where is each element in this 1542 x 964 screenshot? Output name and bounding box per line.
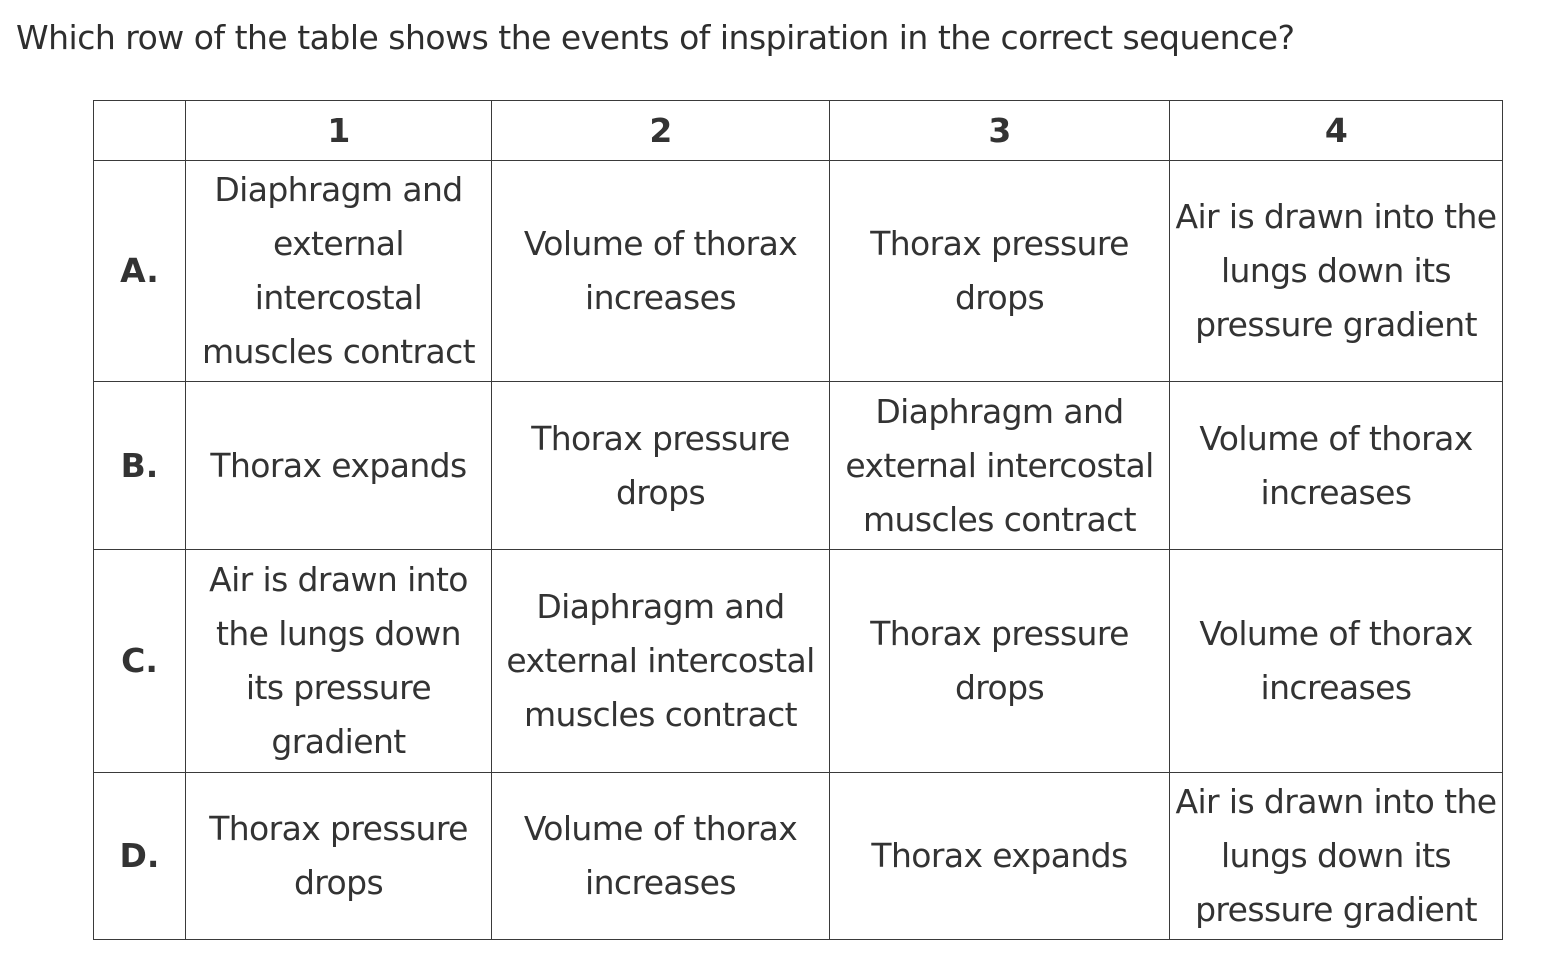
question-text: Which row of the table shows the events of inspiration in the correct sequence? [16,18,1295,57]
cell-text: Diaphragm and external intercostal muscles contract [506,587,815,734]
table-cell [830,382,1170,550]
table-cell [830,550,1170,773]
row-label: A. [94,161,186,382]
table-row-option-a[interactable] [94,161,1503,382]
table-cell [186,773,492,940]
row-label: B. [94,382,186,550]
table-cell [492,773,830,940]
table-cell [186,382,492,550]
table-cell [186,161,492,382]
cell-text: Air is drawn into the lungs down its pressure gradient [1175,782,1497,929]
cell-text: Volume of thorax increases [1199,614,1473,707]
cell-text: Thorax pressure drops [870,614,1129,707]
cell-text: Diaphragm and external intercostal muscles contract [201,170,475,371]
table-cell [1170,550,1503,773]
cell-text: Diaphragm and external intercostal muscles contract [845,391,1154,539]
row-label: D. [94,773,186,940]
table-cell [492,550,830,773]
cell-text: Volume of thorax increases [523,809,798,902]
cell-text: Volume of thorax increases [523,224,798,317]
table-cell [830,773,1170,940]
table-row-option-c[interactable] [94,550,1503,773]
table-cell [1170,161,1503,382]
table-cell [492,382,830,550]
header-cell-step-3: 3 [830,101,1170,161]
header-cell-step-1: 1 [186,101,492,161]
header-row [94,101,1503,161]
header-cell-step-2: 2 [492,101,830,161]
header-cell-blank [94,101,186,161]
cell-text: Thorax pressure drops [870,224,1129,317]
cell-text: Thorax pressure drops [209,809,468,902]
table-cell [186,550,492,773]
table-cell [1170,773,1503,940]
table-cell [492,161,830,382]
cell-text: Thorax pressure drops [531,418,790,512]
cell-text: Air is drawn into the lungs down its pressure gradient [1175,197,1497,344]
answer-options-table [93,100,1503,940]
cell-text: Air is drawn into the lungs down its pressure gradient [209,560,468,761]
cell-text: Volume of thorax increases [1199,418,1473,512]
row-label: C. [94,550,186,773]
table-row-option-d[interactable] [94,773,1503,940]
header-cell-step-4: 4 [1170,101,1503,161]
table-row-option-b[interactable] [94,382,1503,550]
cell-text: Thorax expands [871,836,1128,875]
table-cell [830,161,1170,382]
table-cell [1170,382,1503,550]
cell-text: Thorax expands [210,445,467,485]
